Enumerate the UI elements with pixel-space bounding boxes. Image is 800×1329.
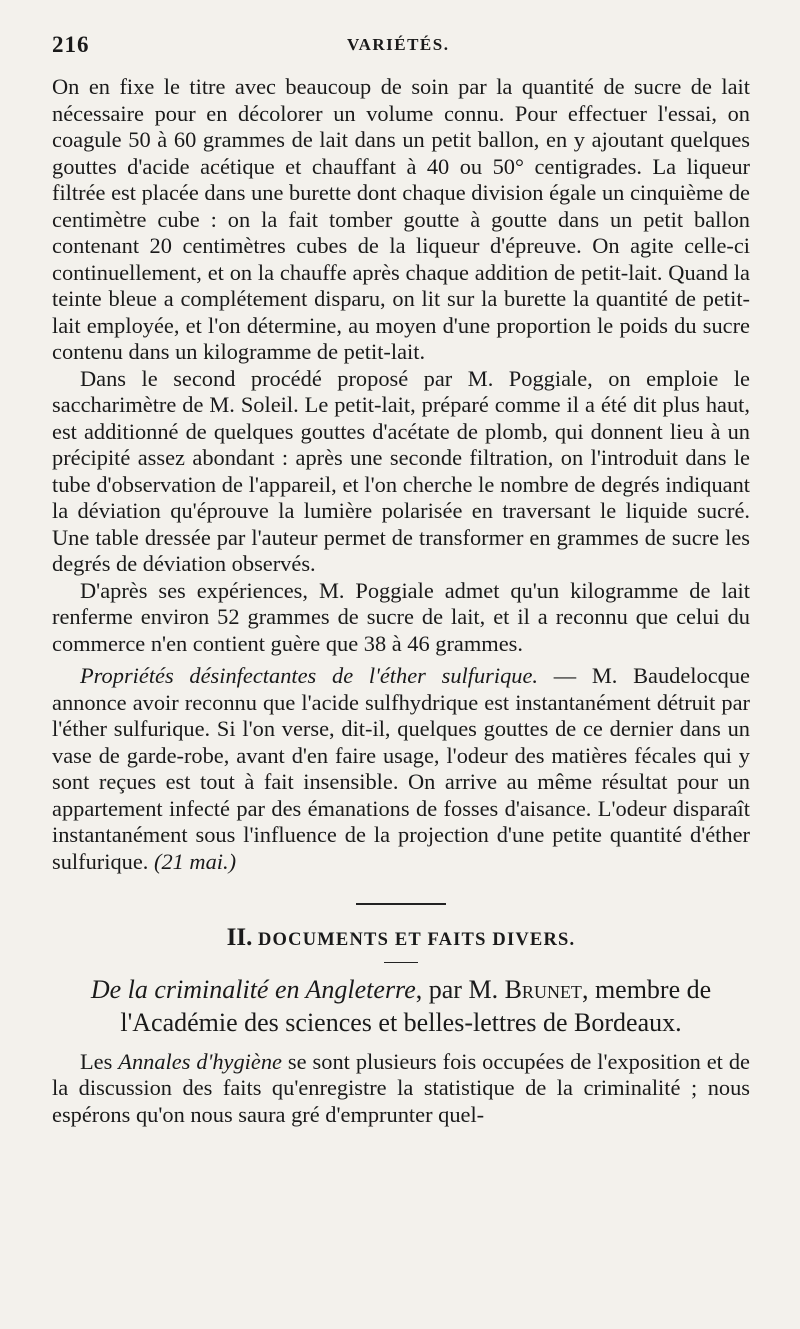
paragraph-sugar-titration: On en fixe le titre avec beaucoup de soin par la quantité de sucre de lait nécessaire pour en décolorer un volume connu. Pour effectuer l'essai, on coagule 50 à 60 grammes de lait dans un petit ballon, en y ajoutant quelques gouttes d'acide acétique et chauffant à 40 ou 50° centigrades. La liqueur filtrée est placée dans une burette dont chaque division égale un cinquième de centimètre cube : on la fait tomber goutte à goutte dans un petit ballon contenant 20 centimètres cubes de la liqueur d'épreuve. On agite celle-ci continuellement, et on la chauffe après chaque addition de petit-lait. Quand la teinte bleue a complétement disparu, on lit sur la burette la quantité de petit-lait employée, et l'on détermine, au moyen d'une proportion le poids du sucre contenu dans un kilogramme de petit-lait. [52,74,750,364]
paragraph-saccharimeter: Dans le second procédé proposé par M. Poggiale, on emploie le saccharimètre de M. Soleil. Le petit-lait, préparé comme il a été dit plus haut, est additionné de quelques gouttes d'acétate de plomb, qui donnent lieu à un précipité assez abondant : après une seconde filtration, on l'introduit dans le tube d'observation de l'appareil, et l'on cherche le nombre de degrés indiquant la déviation qu'éprouve la lumière polarisée en traversant le liquide sucré. Une table dressée par l'auteur permet de transformer en grammes de sucre les degrés de déviation observés. [52,365,750,576]
article-intro-rest: se sont plusieurs fois occupées de l'exposition et de la discussion des faits qu'enregistre la statistique de la criminalité ; nous espérons qu'on nous saura gré d'emprunter quel- [52,1048,750,1127]
section-short-rule [384,962,418,963]
paragraph-ether-text: — M. Baudelocque annonce avoir reconnu que l'acide sulfhydrique est instantanément détruit par l'éther sulfurique. Si l'on verse, dit-il, quelques gouttes de ce dernier dans un vase de garde-robe, avant d'en faire usage, l'odeur des matières fécales qui y sont reçues est tout à fait insensible. On arrive au même résultat pour un appartement infecté par des émanations de fosses d'aisance. L'odeur disparaît instantanément sous l'influence de la projection d'une petite quantité d'éther sulfurique. [52,663,750,874]
section-title: DOCUMENTS ET FAITS DIVERS. [258,930,576,950]
paragraph-article-intro [52,1049,750,1129]
paragraph-ether-title: Propriétés désinfectantes de l'éther sulfurique. [80,663,539,688]
article-title-italic: De la criminalité en Angleterre [90,974,416,1004]
page-number: 216 [52,32,90,57]
page-header [52,32,760,64]
section-number: II. [226,924,253,951]
article-title [52,973,750,1039]
paragraph-ether-properties [52,663,750,875]
article-journal: Annales d'hygiène [118,1048,282,1074]
running-head: VARIÉTÉS. [347,35,450,54]
page-body [52,74,750,1128]
article-affiliation: , membre de l'Académie des sciences et belles-lettres de Bordeaux. [120,974,712,1037]
paragraph-poggiale-results: D'après ses expériences, M. Poggiale admet qu'un kilogramme de lait renferme environ 52 grammes de sucre de lait, et il a reconnu que celui du commerce n'en contient guère que 38 à 46 grammes. [52,577,750,656]
paragraph-ether-date: (21 mai.) [153,848,237,874]
article-by: , par M. [415,974,505,1004]
section-divider [356,903,446,905]
article-author: Brunet [504,974,582,1004]
article-intro-start: Les [80,1048,119,1074]
section-heading [52,925,750,954]
